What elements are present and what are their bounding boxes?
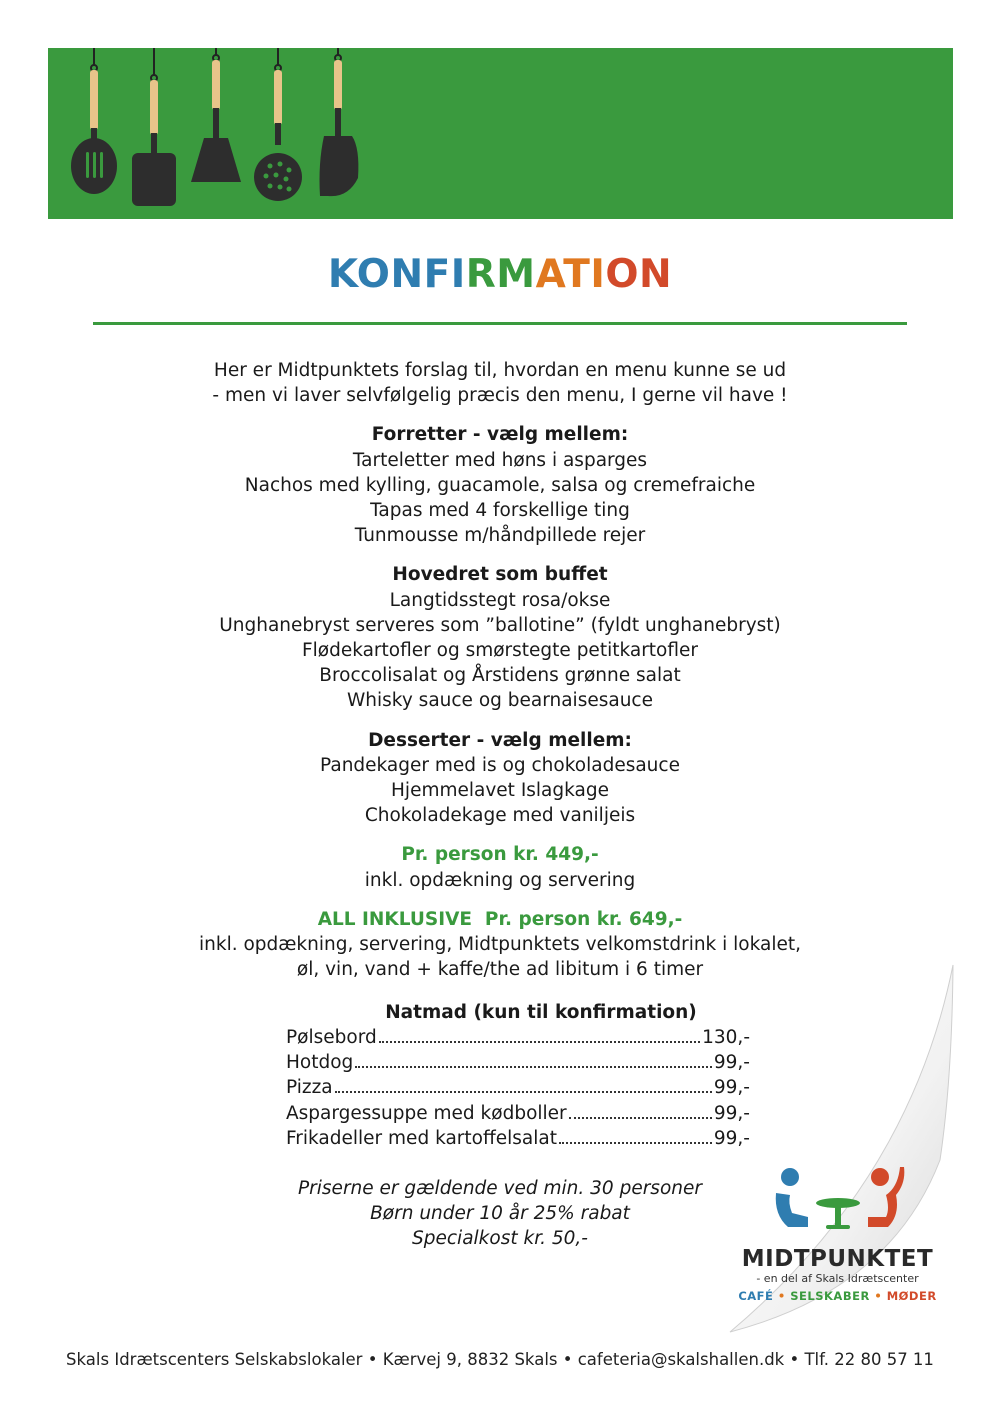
all-inclusive-note: øl, vin, vand + kaffe/the ad libitum i 6 timer: [296, 959, 704, 981]
note-line: Børn under 10 år 25% rabat: [370, 1203, 630, 1225]
menu-item: Broccolisalat og Årstidens grønne salat: [319, 665, 681, 687]
list-item: Hotdog 99,-: [286, 1052, 750, 1074]
natmad-section: [286, 1002, 750, 1151]
all-inclusive-note: inkl. opdækning, servering, Midtpunktets velkomstdrink i lokalet,: [198, 934, 802, 956]
section-heading-hovedret: Hovedret som buffet: [392, 564, 608, 586]
menu-item: Tarteletter med høns i asparges: [352, 449, 648, 471]
intro-line: Her er Midtpunktets forslag til, hvordan en menu kunne se ud: [213, 360, 787, 381]
people-at-table-icon: [768, 1165, 908, 1240]
list-item: Aspargessuppe med kødboller 99,-: [286, 1102, 750, 1124]
midtpunktet-logo: [730, 1165, 945, 1303]
menu-item: Whisky sauce og bearnaisesauce: [347, 690, 653, 712]
skimmer-icon: [254, 48, 302, 201]
price-label: Pr. person kr. 449,-: [401, 844, 599, 866]
logo-tagline: CAFÉ • SELSKABER • MØDER: [738, 1289, 937, 1303]
note-line: Specialkost kr. 50,-: [412, 1228, 588, 1250]
menu-content: [100, 358, 900, 982]
title-divider: [93, 322, 907, 325]
price-notes: [200, 1176, 800, 1252]
menu-item: Langtidsstegt rosa/okse: [389, 589, 611, 611]
natmad-heading: Natmad (kun til konfirmation): [385, 1002, 697, 1023]
menu-item: Tapas med 4 forskellige ting: [370, 500, 630, 522]
menu-item: Pandekager med is og chokoladesauce: [320, 754, 680, 776]
all-inclusive-label: ALL INKLUSIVE Pr. person kr. 649,-: [317, 908, 683, 930]
slotted-spoon-icon: [71, 48, 117, 194]
menu-item: Flødekartofler og smørstegte petitkartofler: [301, 640, 699, 662]
menu-item: Chokoladekage med vaniljeis: [364, 805, 636, 827]
turner-icon: [191, 48, 241, 182]
menu-item: Hjemmelavet Islagkage: [391, 780, 609, 802]
list-item: Pizza 99,-: [286, 1077, 750, 1099]
section-heading-forretter: Forretter - vælg mellem:: [371, 424, 629, 446]
page-title: KONFIRMATION: [327, 252, 673, 297]
price-note: inkl. opdækning og servering: [364, 869, 636, 891]
kitchen-utensils-illustration: [48, 48, 953, 219]
list-item: Frikadeller med kartoffelsalat 99,-: [286, 1127, 750, 1149]
note-line: Priserne er gældende ved min. 30 personer: [298, 1178, 702, 1199]
menu-item: Nachos med kylling, guacamole, salsa og cremefraiche: [244, 474, 756, 496]
spoon-spatula-icon: [320, 48, 359, 196]
header-banner: [48, 48, 953, 219]
section-heading-desserter: Desserter - vælg mellem:: [368, 729, 632, 751]
spatula-icon: [132, 48, 176, 206]
footer-contact: Skals Idrætscenters Selskabslokaler • Kærvej 9, 8832 Skals • cafeteria@skalshallen.dk • Tlf. 22 80 57 11: [66, 1350, 934, 1369]
list-item: Pølsebord 130,-: [286, 1027, 750, 1048]
menu-item: Unghanebryst serveres som ”ballotine” (fyldt unghanebryst): [219, 614, 781, 636]
intro-line: - men vi laver selvfølgelig præcis den menu, I gerne vil have !: [212, 385, 788, 407]
logo-subtitle: - en del af Skals Idrætscenter: [756, 1272, 919, 1285]
menu-item: Tunmousse m/håndpillede rejer: [354, 525, 646, 547]
logo-name: MIDTPUNKTET: [741, 1246, 934, 1272]
